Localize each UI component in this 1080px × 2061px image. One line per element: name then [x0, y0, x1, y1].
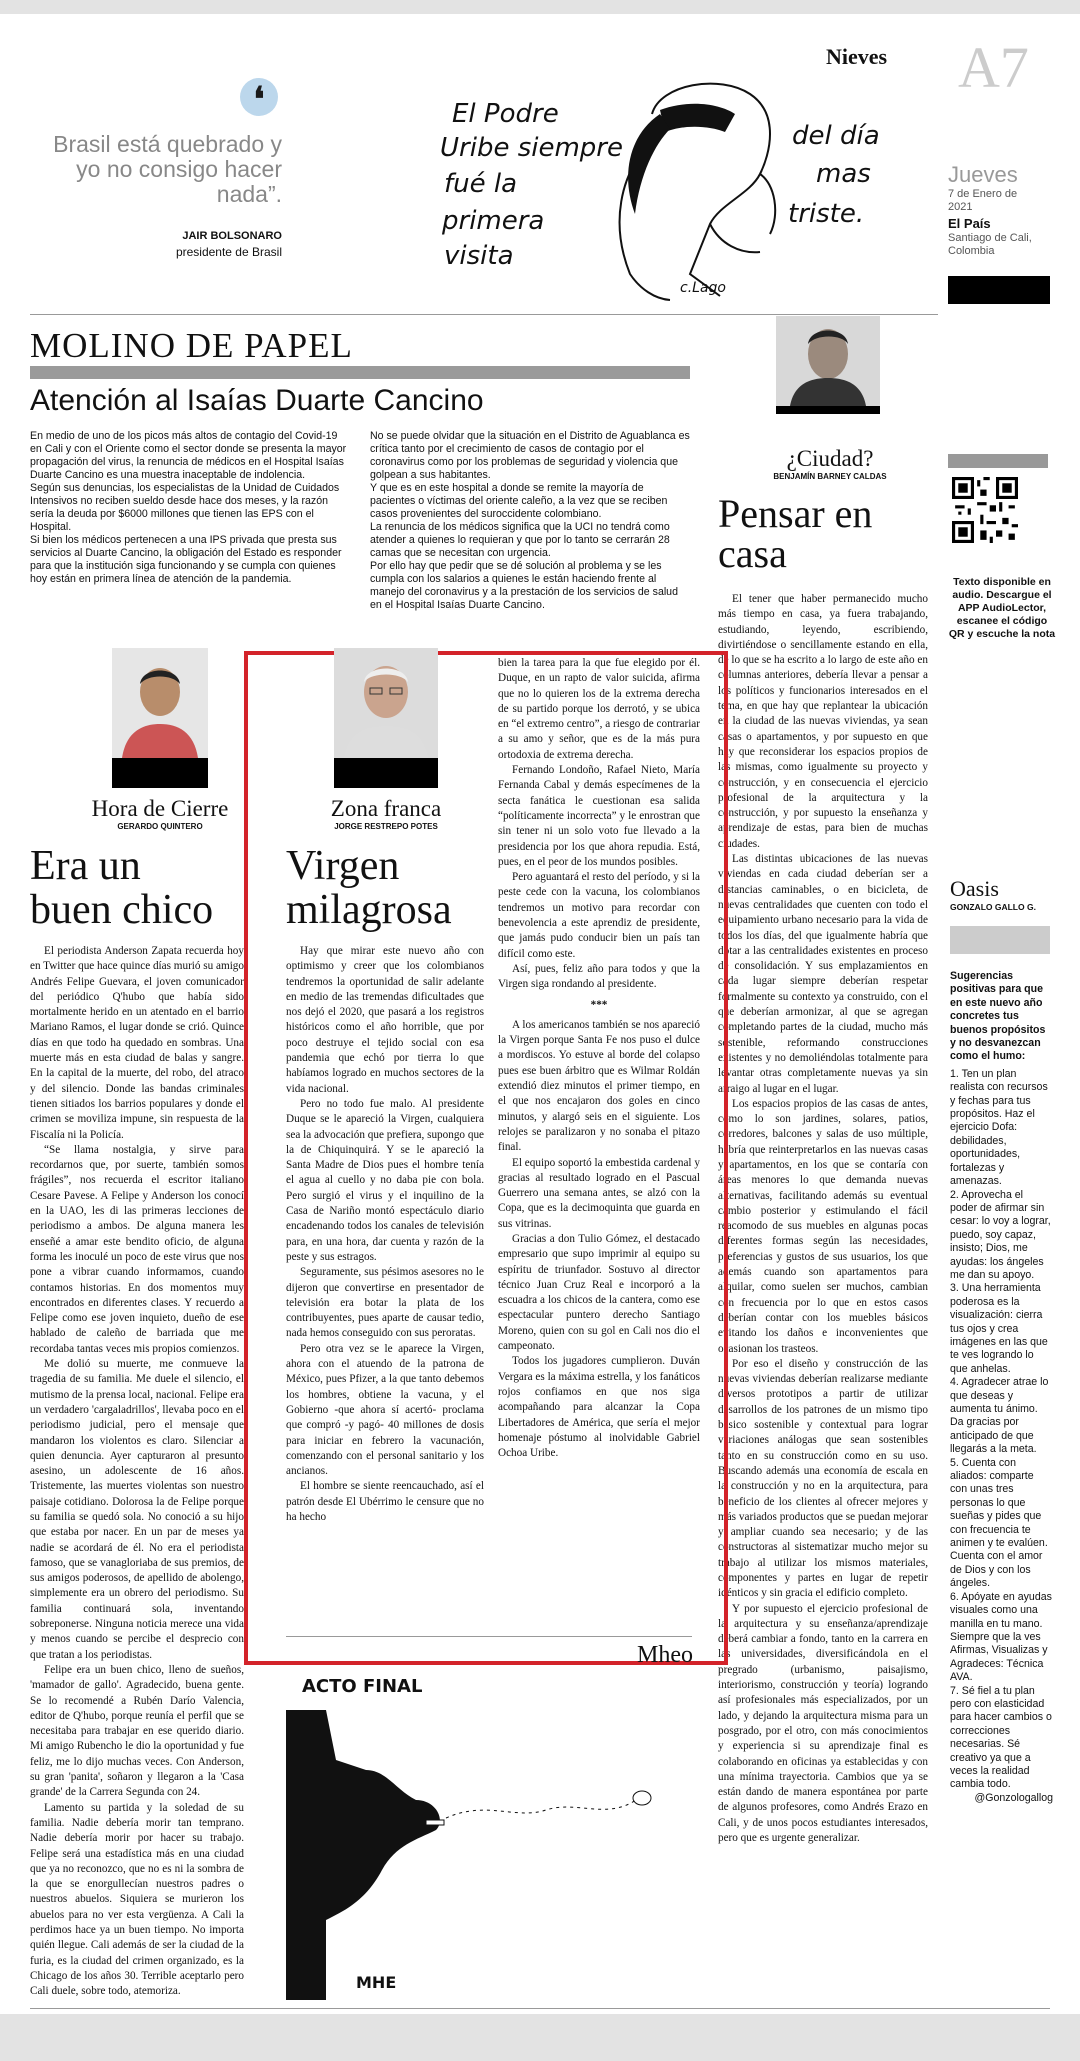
- cartoon-bottom-signature: MHE: [356, 1973, 397, 1992]
- header-black-box: [948, 276, 1050, 304]
- cartoon-text-left-4: primera: [442, 206, 545, 236]
- mask-drawing: [660, 104, 735, 132]
- column-name-ciudad: ¿Ciudad?: [786, 446, 874, 471]
- photo-base-bar: [334, 758, 438, 788]
- portrait-drawing: [334, 648, 438, 758]
- hair-drawing: [628, 114, 670, 214]
- qr-caption: Texto disponible en audio. Descargue el APP AudioLector, escanee el código QR y escuche la nota: [948, 576, 1056, 640]
- oasis-item: 4. Agradecer atrae lo que deseas y aumenta tu ánimo. Da gracias por anticipado de que llegarás a la meta.: [950, 1376, 1049, 1456]
- article-paragraph: Seguramente, sus pésimos asesores no le dijeron que convertirse en presentador de televisión era botar la plata de los contribuyentes, pues aparte de causar tedio, nada hemos conseguido con sus peroratas.: [286, 1266, 484, 1340]
- cigarette-drawing: [426, 1820, 444, 1825]
- article-ciudad: [718, 592, 928, 1846]
- oasis-item: 5. Cuenta con aliados: comparte con unas tres personas lo que sueñas y pides que con frecuencia te animen y te evalúen. Cuenta con el amor de Dios y con los ángeles.: [950, 1456, 1048, 1590]
- article-paragraph: Felipe era un buen chico, lleno de sueños, 'mamador de gallo'. Agradecido, buena gente. Se lo recomendé a Rubén Darío Valencia, editor de Q'hubo, porque reunía el perfil que se necesitaba para trabajar en ese querido diario. Mi amigo Rubencho le dio la oportunidad y fue feliz, me lo dijo muchas veces. Con Anderson, su gran 'panita', soñaron y llegaron a la 'Casa grande' de la Carrera Segunda con 24.: [30, 1663, 244, 1799]
- article-paragraph: El equipo soportó la embestida cardenal y gracias al resultado logrado en el Pascual Guerrero una semana antes, se alzó con la Copa, que es la decimoquinta que guarda en sus vitrinas.: [498, 1156, 700, 1230]
- photo-base-bar: [776, 406, 880, 414]
- article-paragraph: “Se llama nostalgia, y sirve para recordarnos que, por suerte, también somos frágiles”, nos recuerda el escritor italiano Cesare Pavese. A Felipe y Anderson los conocí en la UAO, les di las primeras lecciones de periodismo a ambos. De alguna manera les enseñé a amar este bendito oficio, de alguna forma les inoculé un poco de este virus que nos pone a vibrar cuando informamos, cuando contamos historias. En dos momentos muy encontrados en diferentes clases. Y recuerdo a Felipe como ese joven inquieto, dueño de ese hablado de caleño de barriada que me recordaba tantas veces mis propios comienzos.: [30, 1143, 244, 1355]
- oasis-item: 7. Sé fiel a tu plan pero con elasticidad para hacer cambios o correcciones necesarias. Sé creativo ya que a veces la realidad cambia todo.: [950, 1684, 1052, 1791]
- article-end-rule: [286, 1636, 692, 1637]
- photo-base-bar: [112, 758, 208, 788]
- cartoon-text-left-1: El Podre: [452, 99, 559, 129]
- oasis-column: [950, 970, 1053, 1805]
- quote-icon: ❛: [240, 78, 278, 116]
- smoke-drawing: [446, 1800, 636, 1818]
- author-photo-quintero: [112, 648, 208, 758]
- column-author-zona: JORGE RESTREPO POTES: [334, 822, 438, 831]
- article-paragraph: Todos los jugadores cumplieron. Duván Vergara es la máxima estrella, y los fanáticos rojos confiamos en que nos siga acompañando para alcanzar la Copa Libertadores de América, que sería el mejor homenaje póstumo al inolvidable Gabriel Ochoa Uribe.: [498, 1355, 700, 1460]
- headline-zona: Virgen milagrosa: [286, 843, 452, 933]
- section-bar: [30, 366, 690, 379]
- oasis-gray-bar: [950, 926, 1050, 954]
- article-zona-col2: [498, 656, 700, 1461]
- footer-rule: [30, 2008, 1050, 2009]
- cartoon-title: ACTO FINAL: [302, 1676, 423, 1697]
- qr-code-icon[interactable]: [952, 477, 1018, 543]
- cartoon-text-left-5: visita: [444, 241, 514, 271]
- cartoon-signature: c.Lago: [680, 280, 726, 296]
- editorial-paragraph: Si bien los médicos pertenecen a una IPS privada que presta sus servicios al Duarte Cancino, la obligación del Estado es responder para que la institución siga funcionando y se cumpla con quienes hoy están en primera línea de atención de la pandemia.: [30, 534, 342, 585]
- article-separator: ***: [590, 998, 608, 1011]
- qr-top-bar: [948, 454, 1048, 468]
- article-paragraph: Pero no todo fue malo. Al presidente Duque se le apareció la Virgen, cualquiera sea la advocación que prefiera, supongo que la de Chiquinquirá. Y se le apareció la Santa Madre de Dios pues el hombre tenía el agua al cuello y no daba pie con bola. Pero surgió el virus y el inquilino de la Casa de Nariño montó espectáculo diario encadenando todos los canales de televisión para, en una hora, dar cuenta y razón de la peste y sus estragos.: [286, 1097, 484, 1263]
- article-paragraph: Hay que mirar este nuevo año con optimismo y creer que los colombianos tendremos la oportunidad de salir adelante en medio de las tremendas dificultades que nos dejó el 2020, que pasará a los registros históricos como el año horrible, que por poco destruye el tejido social con esa pandemia que echó por tierra lo que habíamos logrado en muchos sectores de la vida nacional.: [286, 945, 484, 1095]
- editorial-paragraph: Por ello hay que pedir que se dé solución al problema y se les cumpla con los salarios a quienes le están haciendo frente al manejo del coronavirus y a la prestación de los servicios de salud en el Hospital Isaías Duarte Cancino.: [370, 560, 678, 611]
- section-title: MOLINO DE PAPEL: [30, 326, 353, 365]
- headline-ciudad: Pensar en casa: [718, 491, 873, 576]
- cartoon-text-right-3: triste.: [788, 199, 865, 229]
- top-gray-strip: [0, 0, 1080, 14]
- portrait-drawing: [776, 316, 880, 406]
- header-rule: [30, 314, 938, 315]
- weekday: Jueves: [948, 162, 1018, 187]
- editorial-col-1: [30, 430, 350, 586]
- portrait-drawing: [112, 648, 208, 758]
- editorial-paragraph: No se puede olvidar que la situación en el Distrito de Aguablanca es crítica tanto por el crecimiento de casos de contagio por el coronavirus como por los problemas de seguridad y violencia que golpean a sus habitantes.: [370, 430, 690, 481]
- article-paragraph: Los espacios propios de las casas de antes, como lo son jardines, solares, patios, corredores, balcones y salas de uso múltiple, habría que reinterpretarlos en las nuevas casas y apartamentos, en los que se contaría con áreas menores lo que demanda nuevas alternativas, facilitando además su eventual cambio posterior y estimulando el fácil reacomodo de sus muebles en algunas pocas diferentes formas según las necesidades, preferencias y gustos de sus usuarios, los que además cuando son apartamentos para alquilar, como suelen ser muchos, cambian con frecuencia por lo que en estos casos deberían contar con los muebles básicos evitando los daños e inconvenientes que ocasionan los trasteos.: [718, 1097, 928, 1355]
- editorial-paragraph: La renuncia de los médicos significa que la UCI no tendrá como atender a quienes lo requieran y que por lo tanto se cerrarán 28 camas que se necesitan con urgencia.: [370, 521, 670, 559]
- article-paragraph: El periodista Anderson Zapata recuerda hoy en Twitter que hace quince días murió su amigo Andrés Felipe Guevara, el joven comunicador del periódico Q'hubo que había sido mortalmente herido en un atentado en el barrio Mariano Ramos, el lugar donde se crió. Quince días en que todo ha quedado en sombras. Una muerte más en esta ciudad de balas y sangre. En la capital de la muerte, del robo, del atraco y del silencio. Donde las bandas criminales tienen sitiados los barrios populares y donde el crimen se moviliza impune, sin respuesta de la Fiscalía ni la Policía.: [30, 945, 244, 1141]
- column-name-oasis: Oasis: [950, 876, 999, 901]
- column-name-cierre: Hora de Cierre: [91, 796, 229, 821]
- article-paragraph: El tener que haber permanecido mucho más tiempo en casa, ya fuera trabajando, estudiando, leyendo, escribiendo, divirtiéndose o sencillamente estando en ella, de lo que se ha escrito a lo largo de este año en columnas anteriores, debería llevar a pensar a los políticos y funcionarios interesados en el tema, en que hay que replantear la ubicación en la ciudad de las nuevas viviendas, ya sean casas o apartamentos, y por supuesto en que hay que reconsiderar los espacios propios de las mismas, como igualmente su proyecto y construcción, y en consecuencia el ejercicio profesional de la arquitectura y la construcción, y por supuesto la enseñanza y aprendizaje de estas, para bien de muchas ciudades.: [718, 593, 928, 850]
- article-paragraph: Y por supuesto el ejercicio profesional de la arquitectura y su enseñanza/aprendizaje deberá cambiar a fondo, tanto en la carrera en las universidades, diversificándola en el pregrado (urbanismo, paisajismo, interiorismo, construcción y teoría) logrando así profesionales más especializados, por un lado, y dejando la arquitectura misma para un posgrado, por el otro, con más conocimientos y experiencia si su aprendizaje final es colaborando en oficinas ya establecidas y con una mínima trayectoria. Cambios que ya se están dando de manera espontánea por parte de algunos profesores, como Andrés Erazo en Cali, y de unos pocos estudiantes interesados, pero que es urgente generalizar.: [718, 1602, 928, 1845]
- author-photo-restrepo: [334, 648, 438, 758]
- editorial-paragraph: Según sus denuncias, los especialistas de la Unidad de Cuidados Intensivos no reciben sueldo desde hace dos meses, y la razón sería la deuda por $6000 millones que tienen las EPS con el Hospital.: [30, 482, 340, 533]
- oasis-item: 1. Ten un plan realista con recursos y fechas para tus propósitos. Haz el ejercicio Dofa: debilidades, oportunidades, fortalezas y amenazas.: [950, 1067, 1048, 1188]
- cartoonist-brand: Mheo: [637, 1642, 693, 1668]
- smoking-figure-drawing: [286, 1710, 440, 2000]
- cartoonist-name: Nieves: [826, 44, 888, 69]
- article-paragraph: Así, pues, feliz año para todos y que la Virgen siga rondando al presidente.: [498, 962, 700, 991]
- cartoon-text-right-2: mas: [816, 159, 871, 189]
- article-cierre: [30, 944, 244, 1999]
- cartoon-text-right-1: del día: [792, 121, 880, 151]
- editorial-col-2: [370, 430, 690, 612]
- oasis-intro: Sugerencias positivas para que en este nuevo año concretes tus buenos propósitos y no desvanezcan como el humo:: [950, 970, 1046, 1063]
- article-paragraph: Me dolió su muerte, me conmueve la tragedia de su familia. Me duele el silencio, el mutismo de la prensa local, nacional. Felipe era un verdadero 'cargaladrillos', llevaba poco en el periodismo judicial, pero el mensaje que mandaron los violentos es claro. Silenciar a quien denuncia. Ayer capturaron al presunto asesino, un adolescente de 16 años. Tristemente, las muertes violentas son nuestro paisaje cotidiano. Dolorosa la de Felipe porque su familia se quedó sola. No conoció a su hijo que estaba por nacer. En un par de meses ya nadie se acordará de él. No era el periodista famoso, que se vanagloriaba de sus premios, de sus amigos poderosos, de apellido de abolengo, simplemente era un obrero del periodismo. Su familia continuará sola, inventando sobreponerse. Ninguna noticia merece una vida y menos cuando se percibe el desprecio con que tratan a los periodistas.: [30, 1358, 244, 1661]
- column-author-oasis: GONZALO GALLO G.: [950, 902, 1036, 912]
- article-zona-col1: [286, 944, 484, 1525]
- paper-name: El País: [948, 216, 991, 231]
- smoke-puff-drawing: [633, 1791, 651, 1805]
- column-name-zona: Zona franca: [330, 796, 442, 821]
- quote-role: presidente de Brasil: [175, 245, 282, 259]
- editorial-title: Atención al Isaías Duarte Cancino: [30, 384, 484, 417]
- city: Santiago de Cali, Colombia: [948, 232, 1032, 257]
- article-paragraph: A los americanos también se nos apareció la Virgen porque Santa Fe nos puso el dulce a mordiscos. Yo estuve al borde del colapso pues ese buen árbitro que es Wilmar Roldán extendió diez minutos el primer tiempo, en el que nos encajaron dos goles en cinco minutos, y alargó seis en el siguiente. Los relojes se paralizaron y no sonaba el pitazo final.: [498, 1018, 700, 1154]
- article-paragraph: bien la tarea para la que fue elegido por él. Duque, en un rapto de valor suicida, afirma que no lo quieren los de la extrema derecha de su partido porque los derrotó, y se ubica en “el extremo centro”, a riesgo de contrariar a su amo y señor, que es de la más pura ortodoxia de extrema derecha.: [498, 657, 700, 761]
- bottom-gray-strip: [0, 2014, 1080, 2061]
- newspaper-page: [0, 14, 1080, 2014]
- oasis-item: 6. Apóyate en ayudas visuales como una manilla en tu mano. Siempre que la ves Afirmas, Visualizas y Agradeces: Técnica AVA.: [950, 1590, 1052, 1684]
- date: 7 de Enero de 2021: [948, 188, 1018, 213]
- article-paragraph: El hombre se siente reencauchado, así el patrón desde El Ubérrimo le censure que no ha hecho: [286, 1480, 484, 1523]
- article-paragraph: Por eso el diseño y construcción de las nuevas viviendas deberían realizarse mediante diversos prototipos a partir de utilizar desarrollos de los patrones de un mismo tipo básico sostenible y contextual para lograr variaciones análogas que sean sostenibles tanto en su construcción como en su uso. Buscando además una economía de escala en la construcción y no en la arquitectura, para beneficio de los clientes al ofrecer mejores y más variados productos que se puedan mejorar y ampliar cuando sea necesario; y de las constructoras al sistematizar mucho mejor su trabajo al utilizar los mismos materiales, componentes y partes en lugar de repetir idénticos y sin gracia el edificio completo.: [718, 1357, 928, 1600]
- editorial-paragraph: En medio de uno de los picos más altos de contagio del Covid-19 en Cali y con el Oriente como el sector donde se presenta la mayor propagación del virus, la renuncia de médicos en el Hospital Isaías Duarte Cancino es una muestra inaceptable de indolencia.: [30, 430, 347, 481]
- oasis-item: 3. Una herramienta poderosa es la visualización: cierra tus ojos y crea imágenes en las que te ves logrando lo que anhelas.: [950, 1282, 1048, 1375]
- editorial-cartoon-bottom: [286, 1670, 706, 2000]
- article-paragraph: Gracias a don Tulio Gómez, el destacado empresario que supo imprimir al equipo su espíritu de triunfador. Sostuvo al director técnico Juan Cruz Real e incorporó a la escuadra a los chicos de la cantera, como ese espectacular puntero derecho Santiago Moreno, quien con su gol en Cali nos dio el campeonato.: [498, 1232, 700, 1353]
- author-photo-barney: [776, 316, 880, 406]
- article-paragraph: Pero aguantará el resto del período, y si la peste cede con la vacuna, los colombianos tendremos un motivo para recordar con benevolencia a este aprendiz de presidente, que jamás pudo conducir bien un país tan difícil como este.: [498, 871, 700, 960]
- quote-author: JAIR BOLSONARO: [182, 230, 282, 242]
- column-author-cierre: GERARDO QUINTERO: [117, 822, 203, 831]
- article-paragraph: Pero otra vez se le aparece la Virgen, ahora con el atuendo de la patrona de México, pues Pfizer, a la que tanto debemos los hombres, obtiene la vacuna, y el Gobierno -que ahora sí acertó- proclama que compró -y pagó- 40 millones de dosis para iniciar en febrero la vacunación, comenzando con el personal sanitario y los ancianos.: [286, 1342, 484, 1478]
- article-paragraph: Las distintas ubicaciones de las nuevas viviendas en cada ciudad deberían ser a distancias caminables, o en bicicleta, de nuevas centralidades que cuenten con todo el equipamiento urbano necesario para la vida de todos los días, del que igualmente habría que dotar a las centralidades existentes en proceso de consolidación. Y sus emplazamientos en cada lugar siempre deberían respetar formalmente su contexto ya construido, con el que deberían armonizar, al que se agregan completando partes de la ciudad, mucho más sostenible, reformando construcciones existentes y no demoliéndolas totalmente para levantar otras completamente nuevas ya sin arraigo al lugar en el lugar.: [718, 853, 928, 1095]
- article-paragraph: Fernando Londoño, Rafael Nieto, María Fernanda Cabal y demás especímenes de la secta fanática le cuestionan esa salida “políticamente incorrecta” y le enrostran que sin tener ni un solo voto fue llevado a la presidencia por los que ahora repudia. Está, pues, en el peor de los mundos posibles.: [498, 764, 700, 868]
- oasis-item: 2. Aprovecha el poder de afirmar sin cesar: lo voy a lograr, puedo, soy capaz, insisto; Dios, me ayudas: los ángeles me dan su apoyo.: [950, 1188, 1051, 1281]
- headline-cierre: Era un buen chico: [30, 843, 214, 933]
- page-number: A7: [958, 35, 1029, 100]
- column-author-ciudad: BENJAMÍN BARNEY CALDAS: [773, 472, 887, 481]
- cartoon-text-left-2: Uribe siempre: [440, 133, 623, 163]
- oasis-handle: @Gonzologallog: [974, 1791, 1053, 1804]
- article-paragraph: Lamento su partida y la soledad de su familia. Nadie debería morir tan temprano. Nadie debería morir por hacer su trabajo. Felipe será una estadística más en una ciudad que ya no reconozco, que no es ni la sombra de la que se enorgullecían nuestros padres o nuestros abuelos. Siquiera se murieron los abuelos para no ver esta vergüenza. A Cali la perdimos hace ya un buen tiempo. No importa quién llegue. Cali además de ser la ciudad de la furia, es la ciudad del crimen organizado, es la Chicago de los años 30. Terrible aceptarlo pero Cali duele, sobre todo, atemoriza.: [30, 1801, 244, 1998]
- cartoon-text-left-3: fué la: [444, 169, 518, 199]
- editorial-paragraph: Y que es en este hospital a donde se remite la mayoría de pacientes o víctimas del oriente caleño, a la vez que se reciben casos provenientes del suroccidente colombiano.: [370, 482, 668, 520]
- editorial-cartoon-top: [420, 74, 980, 304]
- quote-text: Brasil está quebrado y yo no consigo hacer nada”.: [53, 131, 282, 207]
